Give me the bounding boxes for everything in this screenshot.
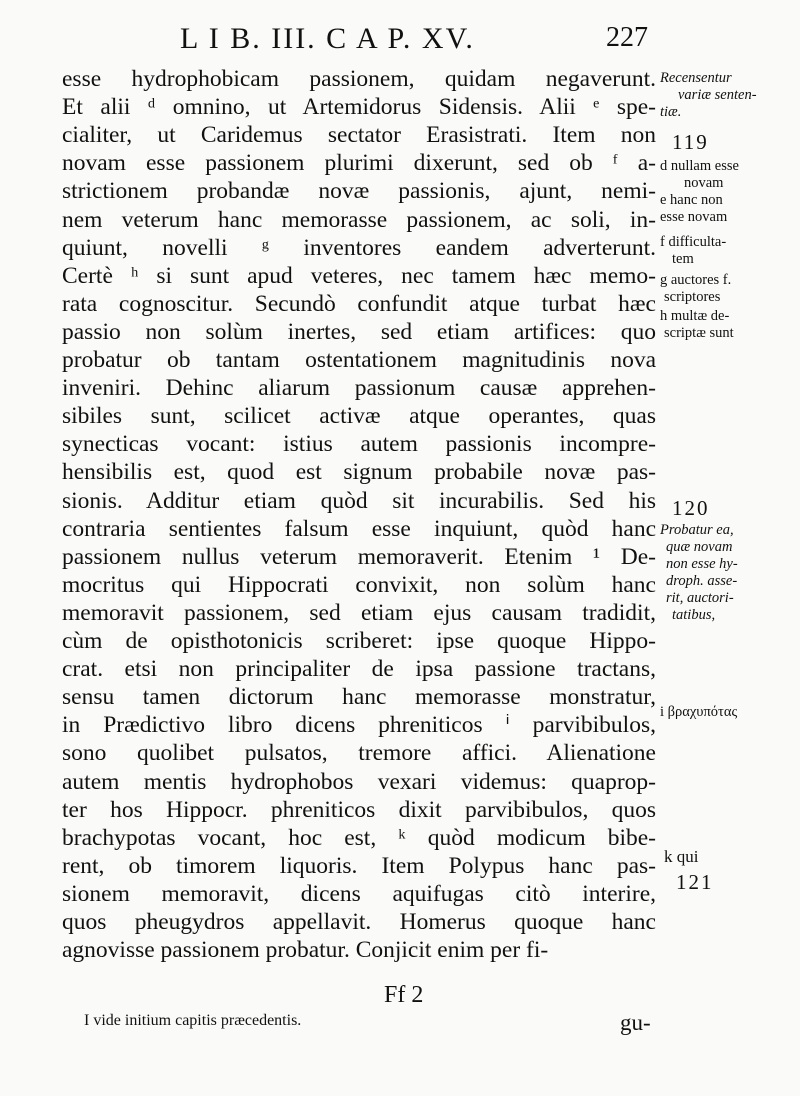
margin-note: rit, auctori- [666,590,734,606]
body-line-11: probatur ob tantam ostentationem magnitudinis nova [62,347,656,373]
margin-number: 120 [672,496,710,520]
body-line-18: passionem nullus veterum memoraverit. Etenim ¹ De- [62,543,656,570]
body-line-1: esse hydrophobicam passionem, quidam negaverunt. [62,66,656,92]
margin-note: e hanc non [660,192,723,208]
body-line-27: ter hos Hippocr. phreniticos dixit parvibibulos, quos [62,796,656,823]
body-line-23: sensu tamen dictorum hanc memorasse monstratur, [62,684,656,711]
margin-note: esse novam [660,209,728,225]
body-line-21: cùm de opisthotonicis scriberet: ipse quoque Hippo- [62,628,656,654]
catchword: gu- [620,1010,651,1035]
margin-note: d nullam esse [660,158,739,174]
body-line-19: mocritus qui Hippocrati convixit, non solùm hanc [62,571,656,598]
margin-note: variæ senten- [678,87,757,103]
margin-note: scriptæ sunt [664,325,734,341]
margin-note: quæ novam [666,539,733,555]
margin-note: g auctores f. [660,272,732,288]
margin-note: k qui [664,847,699,866]
body-line-17: contraria sentientes falsum esse inquiunt, quòd hanc [62,515,656,542]
margin-note: non esse hy- [666,556,738,572]
body-line-24: in Prædictivo libro dicens phreniticos ⁱ parvibibulos, [62,712,656,739]
body-line-26: autem mentis hydrophobos vexari videmus: quaprop- [62,768,656,795]
footnote: I vide initium capitis præcedentis. [84,1012,302,1029]
body-line-16: sionis. Additur etiam quòd sit incurabilis. Sed his [62,487,656,514]
margin-note: Probatur ea, [660,522,734,538]
body-line-9: rata cognoscitur. Secundò confundit atque turbat hæc [62,290,656,317]
body-line-32: agnovisse passionem probatur. Conjicit enim per fi- [62,937,549,964]
body-line-20: memoravit passionem, sed etiam ejus causam tradidit, [62,599,656,626]
body-line-4: novam esse passionem plurimi dixerunt, sed ob ᶠ a- [62,150,656,177]
body-line-30: sionem memoravit, dicens aquifugas citò interire, [62,880,656,907]
margin-note: droph. asse- [666,573,738,589]
body-line-31: quos pheugydros appellavit. Homerus quoque hanc [62,909,656,935]
running-head: L I B. III. C A P. XV. [180,22,475,55]
signature-mark: Ff 2 [384,982,424,1008]
body-line-12: inveniri. Dehinc aliarum passionum causæ apprehen- [62,375,656,402]
body-line-22: crat. etsi non principaliter de ipsa passione tractans, [62,656,656,683]
margin-note: Recensentur [660,70,732,86]
body-line-8: Certè ʰ si sunt apud veteres, nec tamem hæc memo- [62,262,656,289]
margin-note: tatibus, [672,607,716,623]
body-line-25: sono quolibet pulsatos, tremore affici. Alienatione [62,740,656,767]
margin-note: scriptores [664,289,721,305]
body-line-28: brachypotas vocant, hoc est, ᵏ quòd modicum bibe- [62,824,656,851]
body-line-15: hensibilis est, quod est signum probabile novæ pas- [62,459,656,486]
body-line-3: cialiter, ut Caridemus sectator Erasistrati. Item non [62,122,656,149]
margin-note: h multæ de- [660,308,730,324]
body-line-2: Et alii ᵈ omnino, ut Artemidorus Sidensis. Alii ᵉ spe- [62,94,656,121]
body-line-6: nem veterum hanc memorasse passionem, ac soli, in- [62,206,656,233]
margin-number: 119 [672,130,709,154]
margin-number: 121 [676,870,714,894]
page-number: 227 [606,22,648,53]
margin-note: i βραχυπότας [660,704,738,720]
body-line-29: rent, ob timorem liquoris. Item Polypus hanc pas- [62,852,656,879]
body-line-14: synecticas vocant: istius autem passionis incompre- [62,431,656,458]
body-line-5: strictionem probandæ novæ passionis, ajunt, nemi- [62,178,656,205]
body-line-10: passio non solùm inertes, sed etiam artifices: quo [62,318,656,345]
margin-note: novam [684,175,724,191]
margin-note: f difficulta- [660,234,727,250]
margin-note: tiæ. [660,104,682,120]
margin-note: tem [672,251,694,267]
body-line-7: quiunt, novelli ᵍ inventores eandem adverterunt. [62,234,656,261]
body-line-13: sibiles sunt, scilicet activæ atque operantes, quas [62,403,656,430]
